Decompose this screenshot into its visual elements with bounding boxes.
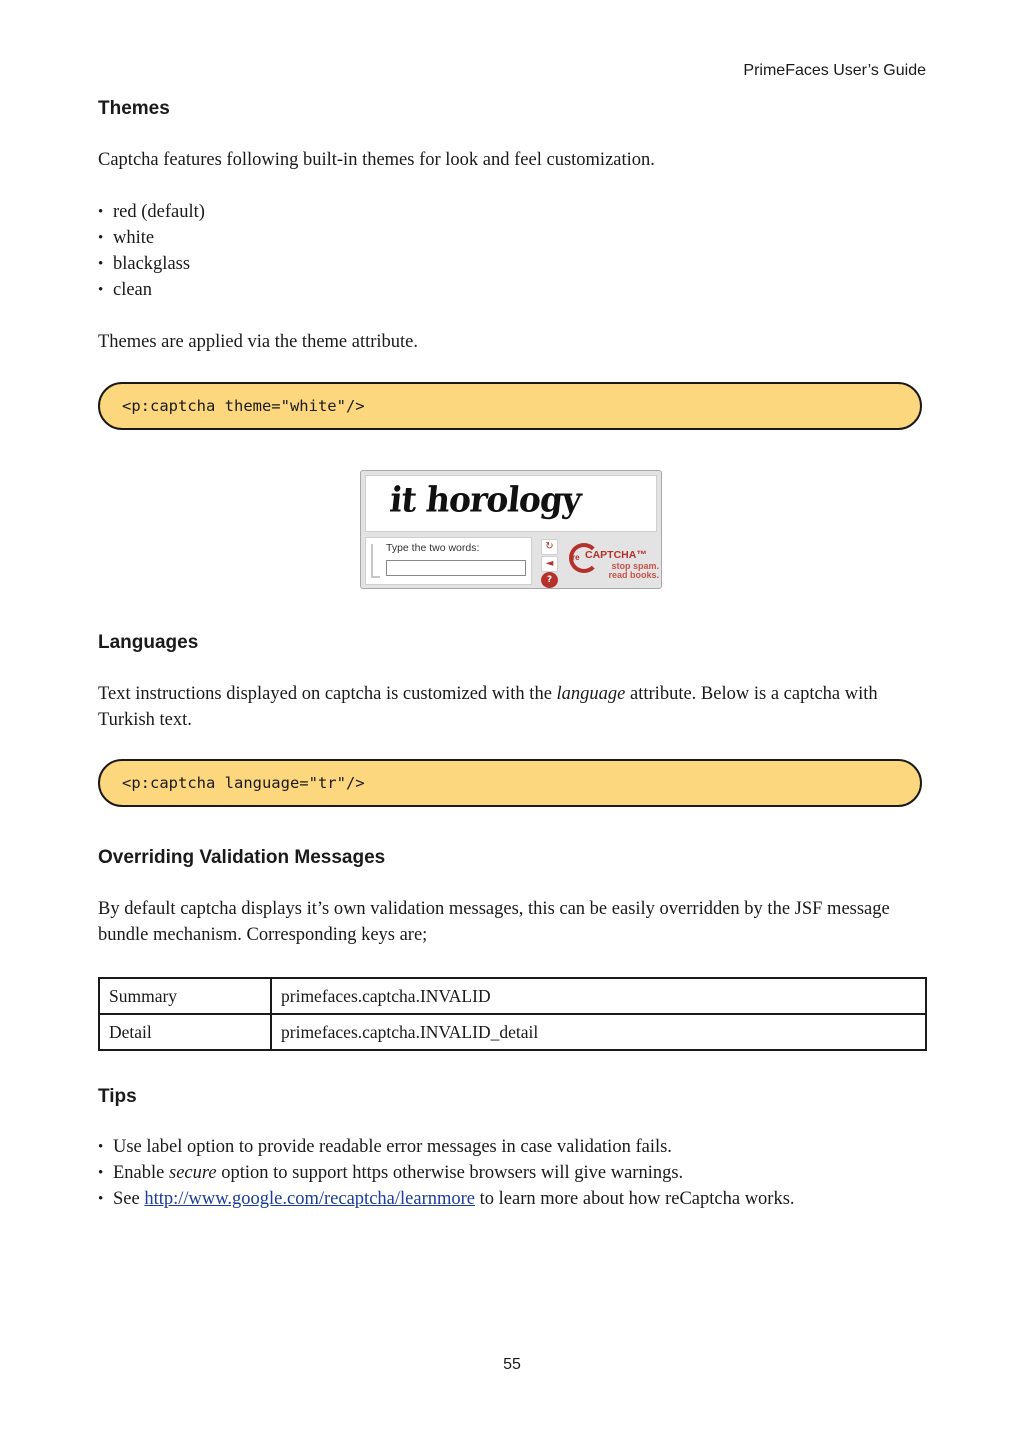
languages-text-before: Text instructions displayed on captcha is customized with the — [98, 684, 557, 704]
table-cell-key: primefaces.captcha.INVALID — [271, 978, 926, 1014]
return-arrow-icon — [371, 544, 380, 578]
list-item: • Use label option to provide readable error messages in case validation fails. — [98, 1134, 795, 1160]
captcha-challenge-image — [365, 475, 657, 532]
themes-applied-text: Themes are applied via the theme attribute. — [98, 332, 419, 352]
page-number: 55 — [503, 1356, 521, 1373]
themes-heading: Themes — [98, 98, 170, 119]
table-row — [99, 978, 926, 1014]
table-cell-label: Summary — [99, 978, 271, 1014]
themes-intro: Captcha features following built-in themes for look and feel customization. — [98, 150, 655, 170]
recaptcha-logo-re: re — [572, 553, 580, 562]
tips-heading: Tips — [98, 1086, 137, 1107]
list-item — [98, 1160, 795, 1186]
recaptcha-tagline — [601, 562, 659, 580]
list-item: • clean — [98, 277, 205, 303]
captcha-input-area — [365, 537, 532, 585]
tip2-after: option to support https otherwise browsers will give warnings. — [216, 1163, 684, 1183]
captcha-response-input[interactable] — [386, 560, 526, 576]
table-cell-label: Detail — [99, 1014, 271, 1050]
languages-heading: Languages — [98, 632, 199, 653]
list-item: • white — [98, 225, 205, 251]
table-row — [99, 1014, 926, 1050]
themes-list — [98, 199, 205, 303]
validation-heading: Overriding Validation Messages — [98, 847, 386, 868]
themes-code-sample: <p:captcha theme="white"/> — [98, 382, 922, 430]
languages-text-after: attribute. Below is a captcha with Turkish text. — [98, 684, 878, 730]
refresh-icon[interactable]: ↻ — [541, 539, 558, 555]
recaptcha-learnmore-link[interactable]: http://www.google.com/recaptcha/learnmore — [144, 1189, 475, 1209]
languages-code-sample: <p:captcha language="tr"/> — [98, 759, 922, 807]
captcha-challenge-words: it horology — [387, 479, 583, 520]
language-attribute: language — [556, 684, 626, 704]
tip3-after: to learn more about how reCaptcha works. — [475, 1189, 795, 1209]
tips-list — [98, 1134, 795, 1212]
recaptcha-tagline-1: stop spam. — [611, 561, 659, 571]
list-item — [98, 1186, 795, 1212]
secure-option: secure — [169, 1163, 217, 1183]
languages-text — [98, 681, 928, 733]
tip2-before: Enable — [113, 1163, 169, 1183]
validation-text: By default captcha displays it’s own validation messages, this can be easily overridden by the JSF message bundle mechanism. Corresponding keys are; — [98, 899, 890, 945]
list-item: • blackglass — [98, 251, 205, 277]
recaptcha-logo-name: CAPTCHA™ — [585, 549, 647, 561]
captcha-widget — [360, 470, 662, 589]
captcha-prompt: Type the two words: — [386, 542, 480, 554]
recaptcha-tagline-2: read books. — [608, 570, 659, 580]
list-item: • red (default) — [98, 199, 205, 225]
speaker-icon[interactable]: ◄ — [541, 556, 558, 572]
question-icon[interactable]: ? — [541, 572, 558, 588]
message-keys-table — [98, 977, 927, 1051]
table-cell-key: primefaces.captcha.INVALID_detail — [271, 1014, 926, 1050]
tip3-before: See — [113, 1189, 145, 1209]
running-header: PrimeFaces User’s Guide — [743, 62, 926, 79]
